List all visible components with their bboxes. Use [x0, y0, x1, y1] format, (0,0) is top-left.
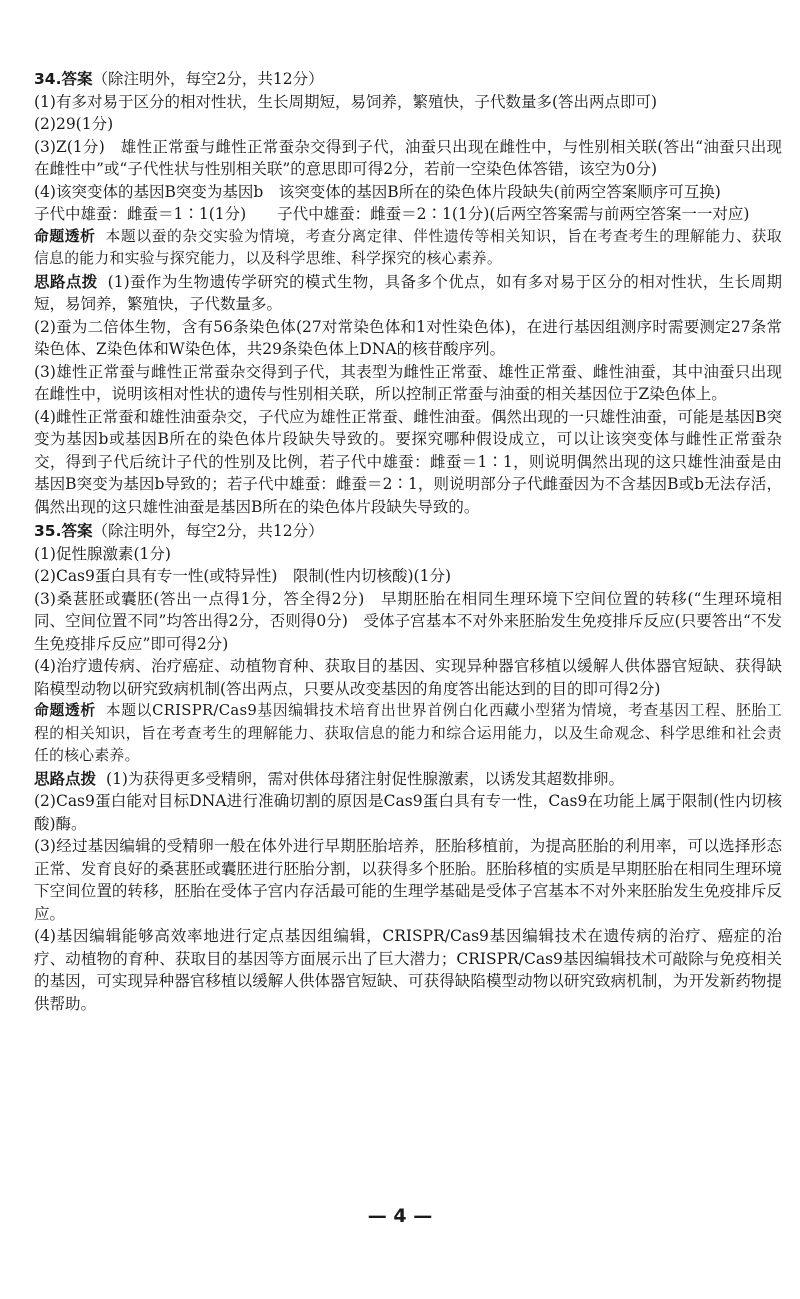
q34-score-note: （除注明外，每空2分，共12分）: [92, 70, 324, 88]
q35-answer-3: (3)桑葚胚或囊胚(答出一点得1分，答全得2分) 早期胚胎在相同生理环境下空间位置的转移(“生理环境相同、空间位置不同”均答出得2分，否则得0分) 受体子宫基本不对外来胚胎发生免疫排斥反应(只要答出“不发生免疫排斥反应”即可得2分): [34, 589, 782, 653]
q34-hint-1: [34, 271, 782, 316]
q34-answer-1: (1)有多对易于区分的相对性状，生长周期短，易饲养，繁殖快，子代数量多(答出两点即可): [34, 92, 658, 111]
q34-number: 34.: [34, 70, 62, 88]
q35-hint-1-text: (1)为获得更多受精卵，需对供体母猪注射促性腺激素，以诱发其超数排卵。: [106, 769, 624, 788]
answer-page: [34, 68, 782, 1015]
q35-score-note: （除注明外，每空2分，共12分）: [92, 522, 324, 540]
q34-answer-2: (2)29(1分): [34, 115, 114, 133]
q35-hint-1: [34, 768, 782, 791]
q35-analysis-text: 本题以CRISPR/Cas9基因编辑技术培育出世界首例白化西藏小型猪为情境，考查基因工程、胚胎工程的相关知识，旨在考查考生的理解能力、获取信息的能力和综合运用能力，以及生命观念、科学思维和社会责任的核心素养。: [34, 702, 782, 764]
q35-analysis-label: 命题透析: [34, 702, 96, 719]
q35-header: [34, 520, 782, 543]
q35-hint-3: (3)经过基因编辑的受精卵一般在体外进行早期胚胎培养，胚胎移植前，为提高胚胎的利用率，可以选择形态正常、发育良好的桑葚胚或囊胚进行胚胎分割，以获得多个胚胎。胚胎移植的实质是早期胚胎在相同生理环境下空间位置的转移，胚胎在受体子宫内存活最可能的生理学基础是受体子宫基本不对外来胚胎发生免疫排斥反应。: [34, 837, 782, 923]
q35-answer-4: (4)治疗遗传病、治疗癌症、动植物育种、获取目的基因、实现异种器官移植以缓解人供体器官短缺、获得缺陷模型动物以研究致病机制(答出两点，只要从改变基因的角度答出能达到的目的即可得2分): [34, 657, 782, 698]
question-34: [34, 68, 782, 518]
q35-hint-label: 思路点拨: [34, 769, 97, 788]
q34-header: [34, 68, 782, 91]
q35-number: 35.: [34, 522, 62, 540]
q34-hint-label: 思路点拨: [34, 272, 98, 291]
q34-analysis: [34, 226, 782, 271]
q34-answer-4a: (4)该突变体的基因B突变为基因b 该突变体的基因B所在的染色体片段缺失(前两空答案顺序可互换): [34, 182, 721, 201]
page-number: — 4 —: [367, 1205, 433, 1227]
q35-answer-1: (1)促性腺激素(1分): [34, 544, 171, 563]
q35-hint-2: (2)Cas9蛋白能对目标DNA进行准确切割的原因是Cas9蛋白具有专一性，Cas9在功能上属于限制(性内切核酸)酶。: [34, 792, 782, 833]
q34-hint-3: (3)雄性正常蚕与雌性正常蚕杂交得到子代，其表型为雌性正常蚕、雄性正常蚕、雌性油蚕，其中油蚕只出现在雌性中，说明该相对性状的遗传与性别相关联，所以控制正常蚕与油蚕的相关基因位于Z染色体上。: [34, 362, 782, 403]
q34-hint-1-text: (1)蚕作为生物遗传学研究的模式生物，具备多个优点，如有多对易于区分的相对性状，生长周期短，易饲养，繁殖快，子代数量多。: [34, 272, 782, 313]
q34-analysis-label: 命题透析: [34, 227, 96, 245]
q34-hint-4: (4)雌性正常蚕和雄性油蚕杂交，子代应为雄性正常蚕、雌性油蚕。偶然出现的一只雄性油蚕，可能是基因B突变为基因b或基因B所在的染色体片段缺失导致的。要探究哪种假设成立，可以让该突变体与雌性正常蚕杂交，得到子代后统计子代的性别及比例，若子代中雄蚕：雌蚕＝1∶1，则说明偶然出现的这只雄性油蚕是由基因B突变为基因b导致的；若子代中雄蚕：雌蚕＝2∶1，则说明部分子代雌蚕因为不含基因B或b无法存活，偶然出现的这只雄性油蚕是基因B所在的染色体片段缺失导致的。: [34, 407, 782, 516]
q34-answer-label: 答案: [61, 70, 93, 88]
q35-answer-2: (2)Cas9蛋白具有专一性(或特异性) 限制(性内切核酸)(1分): [34, 567, 452, 585]
q35-hint-4: (4)基因编辑能够高效率地进行定点基因组编辑，CRISPR/Cas9基因编辑技术在遗传病的治疗、癌症的治疗、动植物的育种、获取目的基因等方面展示出了巨大潜力；CRISPR/Cas9基因编辑技术可敲除与免疫相关的基因，可实现异种器官移植以缓解人供体器官短缺、可获得缺陷模型动物以研究致病机制，为开发新药物提供帮助。: [34, 927, 782, 1013]
q35-analysis: [34, 700, 782, 768]
q34-answer-4b: 子代中雄蚕：雌蚕＝1∶1(1分) 子代中雄蚕：雌蚕＝2∶1(1分)(后两空答案需与前两空答案一一对应): [34, 205, 750, 223]
q34-hint-2: (2)蚕为二倍体生物，含有56条染色体(27对常染色体和1对性染色体)，在进行基因组测序时需要测定27条常染色体、Z染色体和W染色体，共29条染色体上DNA的核苷酸序列。: [34, 317, 782, 358]
q34-answer-3: (3)Z(1分) 雄性正常蚕与雌性正常蚕杂交得到子代，油蚕只出现在雌性中，与性别相关联(答出“油蚕只出现在雌性中”或“子代性状与性别相关联”的意思即可得2分，若前一空染色体答错，该空为0分): [34, 137, 782, 178]
question-35: [34, 520, 782, 1015]
q34-analysis-text: 本题以蚕的杂交实验为情境，考查分离定律、伴性遗传等相关知识，旨在考查考生的理解能力、获取信息的能力和实验与探究能力，以及科学思维、科学探究的核心素养。: [34, 227, 782, 267]
q35-answer-label: 答案: [61, 522, 93, 540]
